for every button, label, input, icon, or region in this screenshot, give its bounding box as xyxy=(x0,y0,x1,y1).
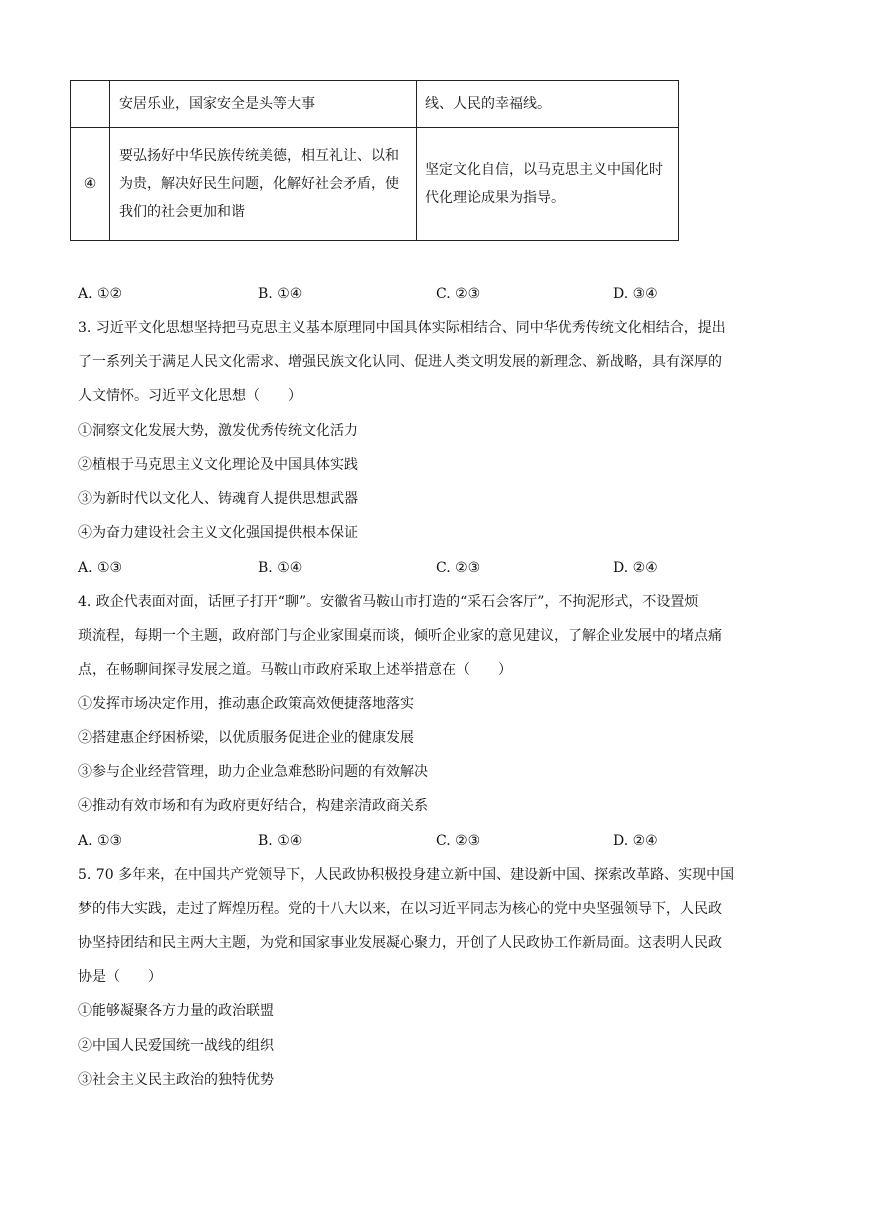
table-cell-col3: 坚定文化自信，以马克思主义中国化时代化理论成果为指导。 xyxy=(417,128,679,241)
q4-item: ③参与企业经营管理，助力企业急难愁盼问题的有效解决 xyxy=(78,764,428,780)
q4-stem-line: 琐流程，每期一个主题，政府部门与企业家围桌而谈，倾听企业家的意见建议，了解企业发展中的堵点痛 xyxy=(78,628,722,644)
q4-item: ①发挥市场决定作用，推动惠企政策高效便捷落地落实 xyxy=(78,696,414,712)
q5-item: ①能够凝聚各方力量的政治联盟 xyxy=(78,1003,274,1019)
option-a[interactable]: A. ①③ xyxy=(78,560,123,576)
q5-item: ②中国人民爱国统一战线的组织 xyxy=(78,1038,274,1054)
option-b[interactable]: B. ①④ xyxy=(258,560,303,576)
q5-stem-line: 5. 70 多年来，在中国共产党领导下，人民政协积极投身建立新中国、建设新中国、探索改革路、实现中国 xyxy=(78,867,735,883)
q3-stem-line: 了一系列关于满足人民文化需求、增强民族文化认同、促进人类文明发展的新理念、新战略，具有深厚的 xyxy=(78,354,722,370)
option-c[interactable]: C. ②③ xyxy=(436,833,481,849)
q3-item: ①洞察文化发展大势，激发优秀传统文化活力 xyxy=(78,423,358,439)
q4-item: ④推动有效市场和有为政府更好结合，构建亲清政商关系 xyxy=(78,798,428,814)
q5-stem-line: 协坚持团结和民主两大主题，为党和国家事业发展凝心聚力，开创了人民政协工作新局面。这表明人民政 xyxy=(78,935,722,951)
comparison-table xyxy=(70,80,679,241)
q3-item: ④为奋力建设社会主义文化强国提供根本保证 xyxy=(78,525,358,541)
q4-item: ②搭建惠企纾困桥梁，以优质服务促进企业的健康发展 xyxy=(78,730,414,746)
option-d[interactable]: D. ②④ xyxy=(613,833,658,849)
option-c[interactable]: C. ②③ xyxy=(436,286,481,302)
table-row xyxy=(71,81,679,128)
q4-stem-line: 点，在畅聊间探寻发展之道。马鞍山市政府采取上述举措意在（ ） xyxy=(78,662,512,678)
option-d[interactable]: D. ③④ xyxy=(613,286,658,302)
option-b[interactable]: B. ①④ xyxy=(258,286,303,302)
q3-options xyxy=(78,558,792,578)
option-d[interactable]: D. ②④ xyxy=(613,560,658,576)
table-cell-col2: 要弘扬好中华民族传统美德，相互礼让、以和为贵，解决好民生问题，化解好社会矛盾，使我们的社会更加和谐 xyxy=(110,128,417,241)
q5-stem-line: 梦的伟大实践，走过了辉煌历程。党的十八大以来，在以习近平同志为核心的党中央坚强领导下，人民政 xyxy=(78,901,722,917)
q4-stem-line: 4. 政企代表面对面，话匣子打开“聊”。安徽省马鞍山市打造的“采石会客厅”，不拘泥形式，不设置烦 xyxy=(78,594,699,610)
q5-stem-line: 协是（ ） xyxy=(78,969,162,985)
table-row xyxy=(71,128,679,241)
option-a[interactable]: A. ①③ xyxy=(78,833,123,849)
option-b[interactable]: B. ①④ xyxy=(258,833,303,849)
q3-stem-line: 3. 习近平文化思想坚持把马克思主义基本原理同中国具体实际相结合、同中华优秀传统文化相结合，提出 xyxy=(78,320,726,336)
q5-item: ③社会主义民主政治的独特优势 xyxy=(78,1072,274,1088)
q3-item: ②植根于马克思主义文化理论及中国具体实践 xyxy=(78,457,358,473)
q4-options xyxy=(78,831,792,851)
row-number: ④ xyxy=(71,128,110,241)
option-a[interactable]: A. ①② xyxy=(78,286,123,302)
q3-item: ③为新时代以文化人、铸魂育人提供思想武器 xyxy=(78,491,358,507)
row-number xyxy=(71,81,110,128)
table-cell-col3: 线、人民的幸福线。 xyxy=(417,81,679,128)
table-cell-col2: 安居乐业，国家安全是头等大事 xyxy=(110,81,417,128)
q3-stem-line: 人文情怀。习近平文化思想（ ） xyxy=(78,388,302,404)
q2-options xyxy=(78,284,792,304)
option-c[interactable]: C. ②③ xyxy=(436,560,481,576)
